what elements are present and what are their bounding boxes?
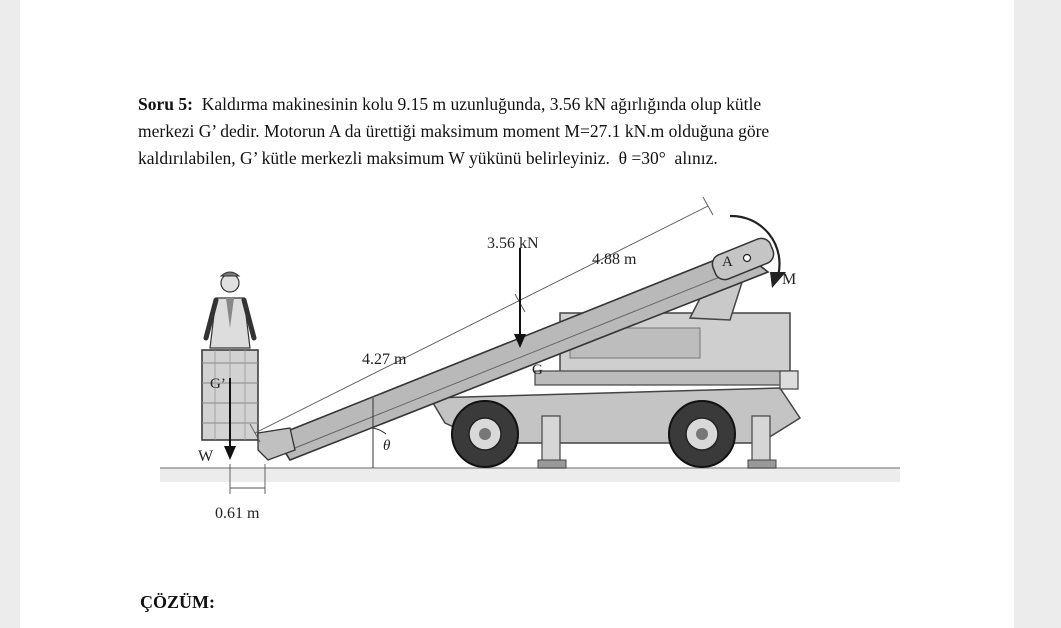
load-label: W [198,448,214,465]
document-page [20,0,1014,628]
worker-figure [206,272,254,348]
force-label: 3.56 kN [487,235,539,252]
truck [430,313,800,468]
question-line-1 [138,91,918,118]
pivot-a-icon [744,255,751,262]
lower-distance-label: 4.27 m [362,351,407,368]
question-line-3-end: alınız. [674,148,718,168]
question-line-2: merkezi G’ dedir. Motorun A da ürettiği maksimum moment M=27.1 kN.m olduğuna göre [138,121,770,141]
question-text [138,91,918,172]
basket [202,350,295,460]
question-line-1-text: Kaldırma makinesinin kolu 9.15 m uzunluğunda, 3.56 kN ağırlığında olup kütle [201,94,762,114]
center-g-label: G [532,362,543,378]
moment-label: M [782,271,797,288]
solution-heading: ÇÖZÜM: [140,592,215,612]
question-line-3 [138,145,918,172]
point-a-label: A [722,254,733,270]
theta-value: θ =30° [618,148,666,168]
bottom-distance-label: 0.61 m [215,505,260,522]
upper-distance-label: 4.88 m [592,251,637,268]
angle-label: θ [383,438,391,454]
crane-figure [140,188,900,528]
ground [160,468,900,482]
question-label: Soru 5: [138,94,193,114]
question-line-3-text: kaldırılabilen, G’ kütle merkezli maksimum W yükünü belirleyiniz. [138,148,610,168]
center-g-prime-label: G’ [210,376,226,392]
